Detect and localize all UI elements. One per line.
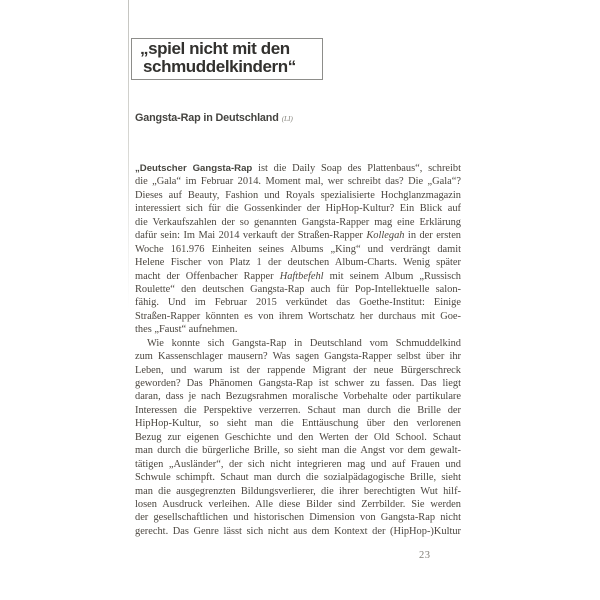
chapter-title-line1: „spiel nicht mit den xyxy=(140,39,290,58)
paragraph xyxy=(135,162,461,337)
body-line: Woche 161.976 Einheiten seines Albums „King“ und verdrängt damit xyxy=(135,243,461,255)
body-line: losen Ausdruck verleihen. Alle diese Bilder sind Zerrbilder. Sie werden xyxy=(135,498,461,510)
body-line: geworden? Das Phänomen Gangsta-Rap ist schwer zu fassen. Das liegt xyxy=(135,378,461,389)
section-heading-text: Gangsta-Rap in Deutschland xyxy=(135,112,279,124)
body-text xyxy=(135,162,461,538)
body-line: Interessen die Perspektive verzerren. Schaut man durch die Brille der xyxy=(135,404,461,416)
body-line: Straßen-Rapper könnten es von ihrem Wortschatz her durchaus mit Goe- xyxy=(135,310,461,322)
body-line: HipHop-Kultur, so sieht man die Enttäuschung über den verlorenen xyxy=(135,418,461,430)
chapter-title-line2: schmuddelkindern“ xyxy=(143,57,296,76)
body-line: Leben, und warum ist der rappende Migrant der neue Bürgerschreck xyxy=(135,364,461,376)
page-edge-shadow xyxy=(128,0,129,310)
body-line: man durch die bürgerliche Brille, so sieht man die Angst vor dem gewalt- xyxy=(135,445,461,457)
body-line: Schwule schimpft. Schaut man durch die sozialpädagogische Brille, sieht xyxy=(135,472,461,484)
body-line: dafür sein: Im Mai 2014 verkauft der Straßen-Rapper Kollegah in der ersten xyxy=(135,230,461,242)
body-line: daran, dass je nach Bezugsrahmen moralische Vorbehalte oder partikulare xyxy=(135,391,461,403)
body-line: der gesellschaftlichen und historischen Dimension von Gangsta-Rap nicht xyxy=(135,512,461,524)
body-line: Dieses auf Beauty, Fashion und Royals spezialisierte Hochglanzmagazin xyxy=(135,189,461,201)
body-line: „Deutscher Gangsta-Rap ist die Daily Soap des Plattenbaus“, schreibt xyxy=(135,163,461,174)
author-initials: (LI) xyxy=(281,114,293,123)
body-line: tätigen „Ausländer“, der sich nicht integrieren mag und auf Frauen und xyxy=(135,458,461,470)
page-number: 23 xyxy=(419,550,431,561)
body-line: Wie konnte sich Gangsta-Rap in Deutschland vom Schmuddelkind xyxy=(147,337,461,349)
body-line: thes „Faust“ aufnehmen. xyxy=(135,324,238,336)
body-line: man die ausgegrenzten Bildungsverlierer, die ihrer berechtigten Wut hilf- xyxy=(135,485,461,497)
body-line: Helene Fischer von Platz 1 der deutschen Album-Charts. Wenig später xyxy=(135,257,461,269)
body-line: Roulette“ den deutschen Gangsta-Rap auch für Pop-Intellektuelle salon- xyxy=(135,283,461,295)
body-line: fähig. Und im Februar 2015 verkündet das Goethe-Institut: Einige xyxy=(135,297,461,309)
paragraph xyxy=(135,337,461,539)
body-line: die „Gala“ im Februar 2014. Moment mal, wer schreibt das? Die „Gala“? xyxy=(135,176,461,188)
body-line: macht der Offenbacher Rapper Haftbefehl mit seinem Album „Russisch xyxy=(135,270,461,282)
body-line: die Verkaufszahlen der so genannten Gangsta-Rapper mag eine Erklärung xyxy=(135,216,461,228)
body-line: interessiert sich für die Gossenkinder der HipHop-Kultur? Ein Blick auf xyxy=(135,203,461,215)
body-line: Bezug zur eigenen Geschichte und den Werten der Old School. Schaut xyxy=(135,431,461,443)
chapter-title-box xyxy=(131,38,323,80)
section-heading xyxy=(135,112,293,124)
body-line: zum Kassenschlager mausern? Was sagen Gangsta-Rapper selbst über ihr xyxy=(135,351,461,363)
body-line: gerecht. Das Genre lässt sich nicht aus dem Kontext der (HipHop-)Kultur xyxy=(135,525,461,537)
